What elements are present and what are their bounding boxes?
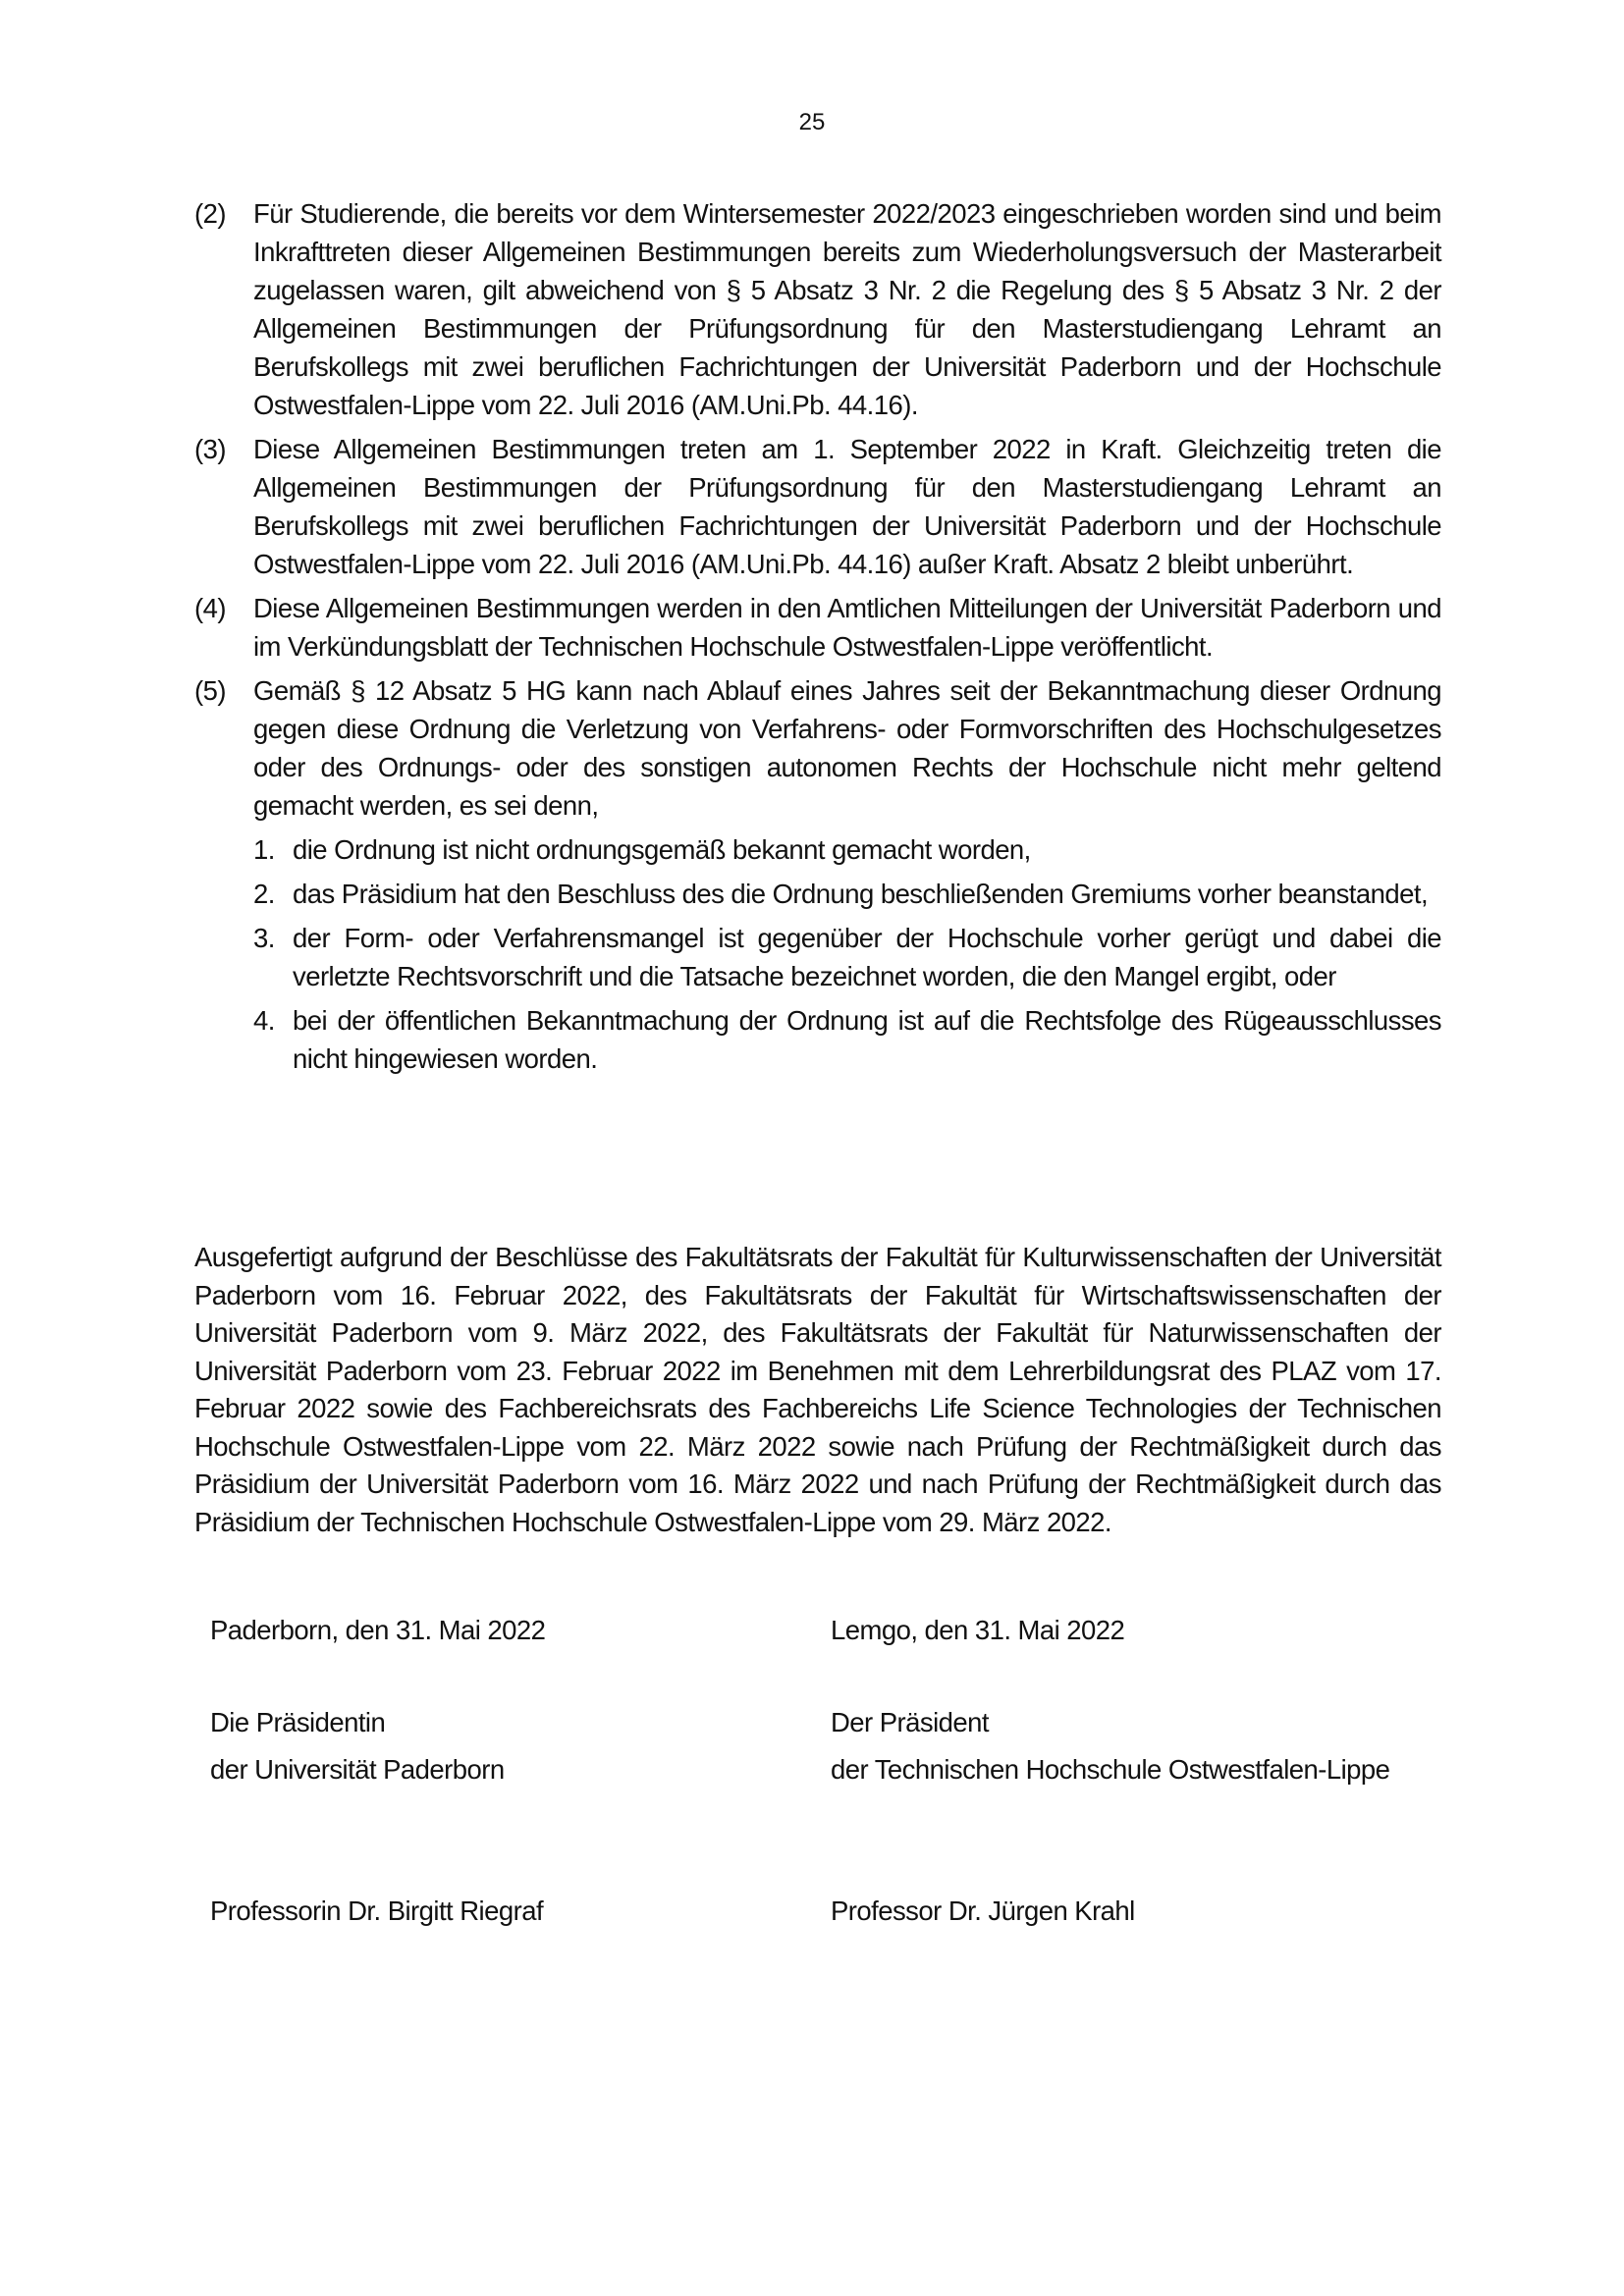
paragraph-number: (4) <box>194 593 226 623</box>
list-item-number: 3. <box>253 923 275 953</box>
paragraph-text: Diese Allgemeinen Bestimmungen treten am 1. September 2022 in Kraft. Gleichzeitig treten die Allgemeinen Bestimmungen der Prüfungsordnung für den Masterstudiengang Lehramt an Berufskollegs mit zwei beruflichen Fachrichtungen der Universität Paderborn und der Hochschule Ostwestfalen-Lippe vom 22. Juli 2016 (AM.Uni.Pb. 44.16) außer Kraft. Absatz 2 bleibt unberührt. <box>253 434 1441 579</box>
list-item-text: bei der öffentlichen Bekanntmachung der Ordnung ist auf die Rechtsfolge des Rügeausschlusses nicht hingewiesen worden. <box>293 1005 1441 1074</box>
list-item <box>253 919 1441 995</box>
paragraph-number: (2) <box>194 198 226 229</box>
paragraph-number: (3) <box>194 434 226 464</box>
signer-institution: der Universität Paderborn <box>210 1754 505 1785</box>
place-date: Lemgo, den 31. Mai 2022 <box>831 1615 1125 1645</box>
list-item-text: der Form- oder Verfahrensmangel ist gegenüber der Hochschule vorher gerügt und dabei die verletzte Rechtsvorschrift und die Tatsache bezeichnet worden, die den Mangel ergibt, oder <box>293 923 1441 991</box>
list-item <box>253 875 1441 913</box>
list-item-text: die Ordnung ist nicht ordnungsgemäß bekannt gemacht worden, <box>293 834 1031 865</box>
paragraph-number: (5) <box>194 675 226 706</box>
signer-institution: der Technischen Hochschule Ostwestfalen-Lippe <box>831 1754 1390 1785</box>
paragraph-5 <box>194 671 1441 1084</box>
list-item-number: 1. <box>253 834 275 865</box>
paragraph-text: Für Studierende, die bereits vor dem Wintersemester 2022/2023 eingeschrieben worden sind und beim Inkrafttreten dieser Allgemeinen Bestimmungen bereits zum Wiederholungsversuch der Masterarbeit zugelassen waren, gilt abweichend von § 5 Absatz 3 Nr. 2 die Regelung des § 5 Absatz 3 Nr. 2 der Allgemeinen Bestimmungen der Prüfungsordnung für den Masterstudiengang Lehramt an Berufskollegs mit zwei beruflichen Fachrichtungen der Universität Paderborn und der Hochschule Ostwestfalen-Lippe vom 22. Juli 2016 (AM.Uni.Pb. 44.16). <box>253 198 1441 420</box>
exception-list <box>253 830 1441 1078</box>
list-item-number: 2. <box>253 879 275 909</box>
list-item <box>253 1001 1441 1078</box>
list-item <box>253 830 1441 869</box>
list-item-number: 4. <box>253 1005 275 1036</box>
paragraph-text: Gemäß § 12 Absatz 5 HG kann nach Ablauf eines Jahres seit der Bekanntmachung dieser Ordnung gegen diese Ordnung die Verletzung von Verfahrens- oder Formvorschriften des Hochschulgesetzes oder des Ordnungs- oder des sonstigen autonomen Rechts der Hochschule nicht mehr geltend gemacht werden, es sei denn, <box>253 675 1441 821</box>
document-body <box>194 194 1441 1090</box>
signer-name: Professor Dr. Jürgen Krahl <box>831 1896 1135 1926</box>
paragraph-body <box>253 671 1441 1084</box>
signer-title: Die Präsidentin <box>210 1707 386 1737</box>
signer-title: Der Präsident <box>831 1707 989 1737</box>
paragraph-3 <box>194 430 1441 583</box>
signer-name: Professorin Dr. Birgitt Riegraf <box>210 1896 544 1926</box>
closing-statement: Ausgefertigt aufgrund der Beschlüsse des Fakultätsrats der Fakultät für Kulturwissenschaften der Universität Paderborn vom 16. Februar 2022, des Fakultätsrats der Fakultät für Wirtschaftswissenschaften der Universität Paderborn vom 9. März 2022, des Fakultätsrats der Fakultät für Naturwissenschaften der Universität Paderborn vom 23. Februar 2022 im Benehmen mit dem Lehrerbildungsrat des PLAZ vom 17. Februar 2022 sowie des Fachbereichsrats des Fachbereichs Life Science Technologies der Technischen Hochschule Ostwestfalen-Lippe vom 22. März 2022 sowie nach Prüfung der Rechtmäßigkeit durch das Präsidium der Universität Paderborn vom 16. März 2022 und nach Prüfung der Rechtmäßigkeit durch das Präsidium der Technischen Hochschule Ostwestfalen-Lippe vom 29. März 2022. <box>194 1242 1441 1537</box>
place-date: Paderborn, den 31. Mai 2022 <box>210 1615 546 1645</box>
page-number: 25 <box>798 109 826 135</box>
list-item-text: das Präsidium hat den Beschluss des die Ordnung beschließenden Gremiums vorher beanstandet, <box>293 879 1429 909</box>
paragraph-2 <box>194 194 1441 424</box>
paragraph-4 <box>194 589 1441 666</box>
paragraph-text: Diese Allgemeinen Bestimmungen werden in den Amtlichen Mitteilungen der Universität Paderborn und im Verkündungsblatt der Technischen Hochschule Ostwestfalen-Lippe veröffentlicht. <box>253 593 1441 662</box>
